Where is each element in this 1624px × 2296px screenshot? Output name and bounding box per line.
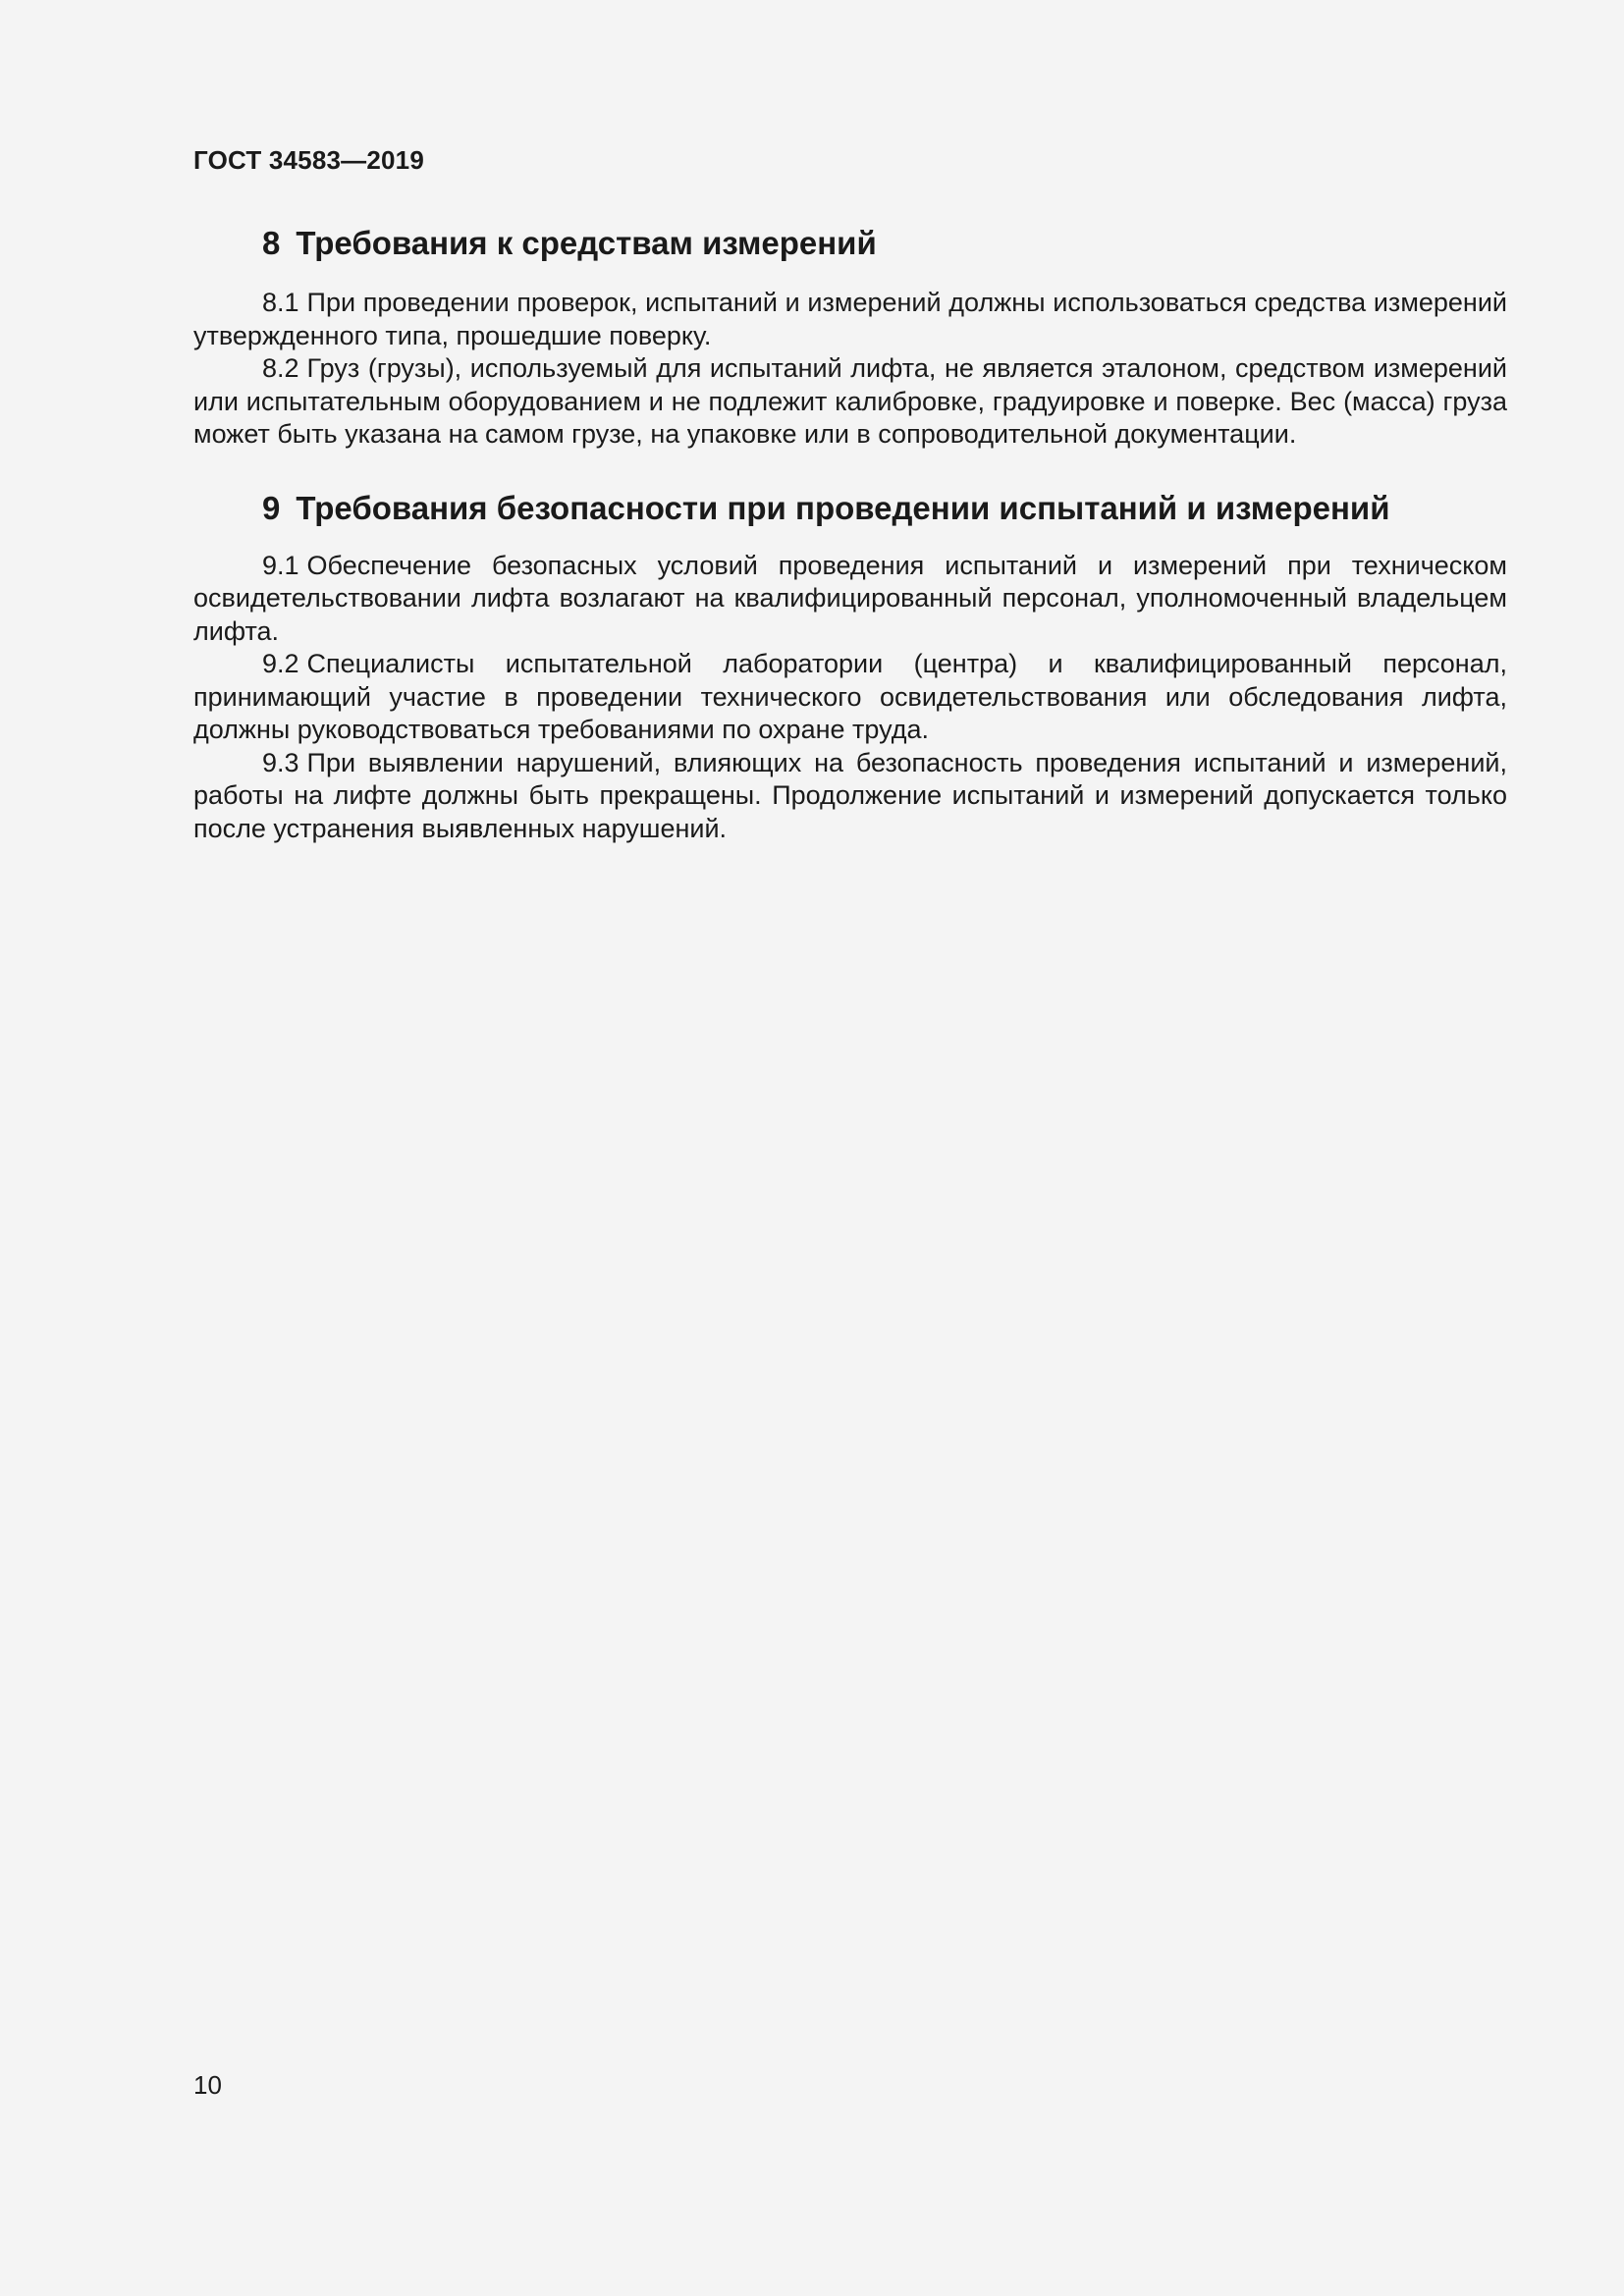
paragraph-text: При проведении проверок, испытаний и измерений должны использоваться средства измерений утвержденного типа, прошедшие поверку. xyxy=(193,288,1507,350)
paragraph-number: 9.1 xyxy=(262,550,299,580)
paragraph-text: Груз (грузы), используемый для испытаний лифта, не является эталоном, средством измерений или испытательным оборудованием и не подлежит калибровке, градуировке и поверке. Вес (масса) груза может быть указана на самом грузе, на упаковке или в сопроводительной документации. xyxy=(193,353,1507,449)
paragraph-number: 9.2 xyxy=(262,649,299,678)
section-heading xyxy=(193,487,1507,530)
section-number: 9 xyxy=(262,489,281,526)
paragraph-8-2 xyxy=(193,352,1507,452)
page-number: 10 xyxy=(193,2070,222,2100)
section-number: 8 xyxy=(262,225,281,261)
paragraph-number: 8.1 xyxy=(262,288,299,317)
paragraph-9-3 xyxy=(193,747,1507,846)
paragraph-number: 8.2 xyxy=(262,353,299,383)
paragraph-8-1 xyxy=(193,287,1507,352)
paragraph-number: 9.3 xyxy=(262,747,299,777)
paragraph-9-2 xyxy=(193,648,1507,747)
paragraph-9-1 xyxy=(193,550,1507,649)
paragraph-text: При выявлении нарушений, влияющих на безопасность проведения испытаний и измерений, работы на лифте должны быть прекращены. Продолжение испытаний и измерений допускается только после устранения выявленных нарушений. xyxy=(193,747,1507,843)
paragraph-text: Специалисты испытательной лаборатории (центра) и квалифицированный персонал, принимающий участие в проведении технического освидетельствования или обследования лифта, должны руководствоваться требованиями по охране труда. xyxy=(193,649,1507,744)
document-body xyxy=(193,222,1507,845)
section-title: Требования безопасности при проведении испытаний и измерений xyxy=(296,489,1390,526)
section-heading xyxy=(193,222,1507,265)
paragraph-text: Обеспечение безопасных условий проведения испытаний и измерений при техническом освидетельствовании лифта возлагают на квалифицированный персонал, уполномоченный владельцем лифта. xyxy=(193,550,1507,646)
document-header: ГОСТ 34583—2019 xyxy=(193,145,424,175)
section-9 xyxy=(193,487,1507,846)
section-8 xyxy=(193,222,1507,452)
section-title: Требования к средствам измерений xyxy=(296,225,877,261)
